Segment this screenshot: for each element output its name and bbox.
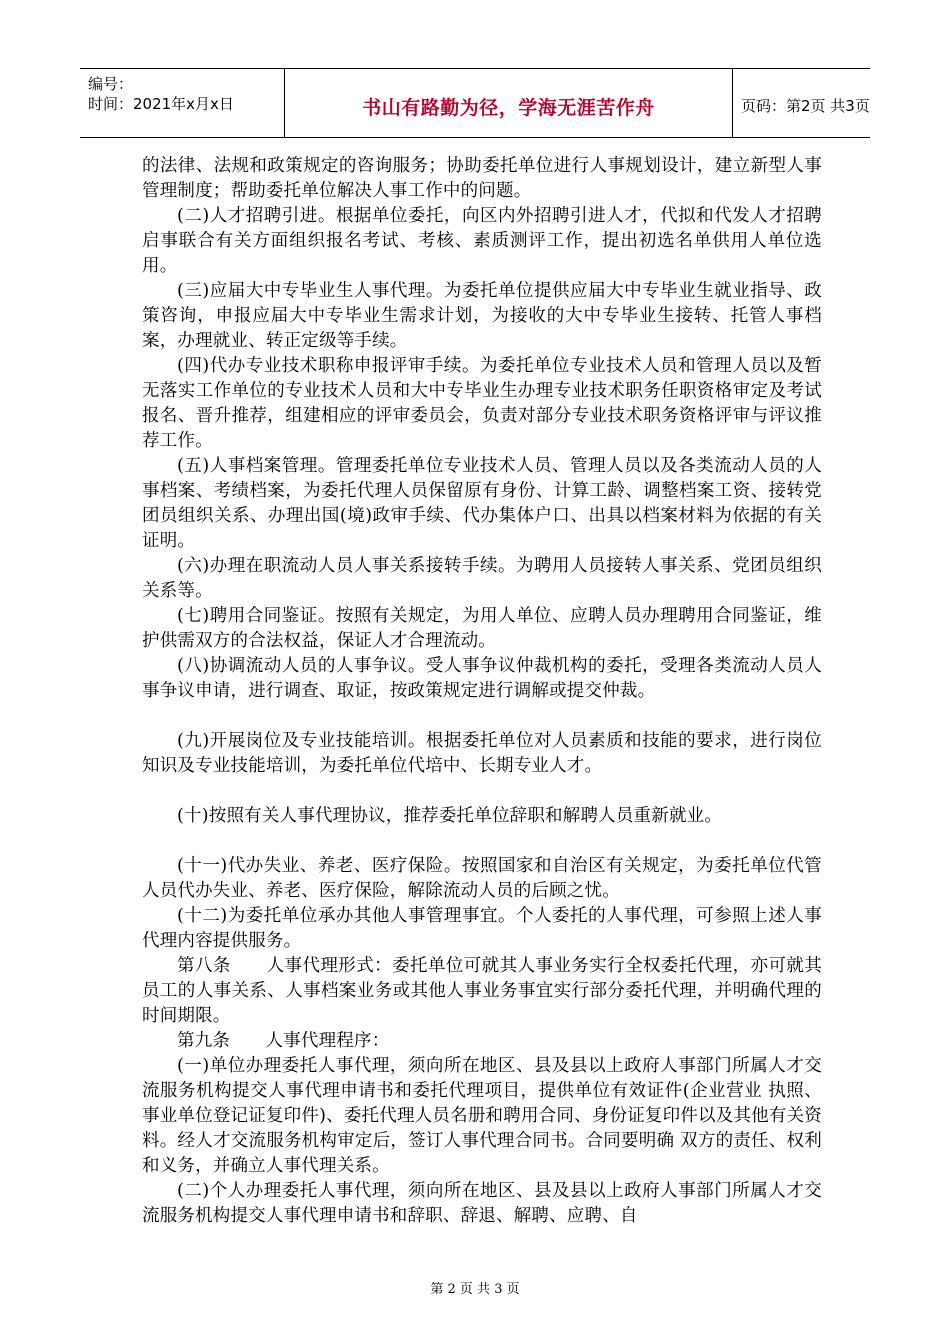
document-date-label: 时间：2021年x月x日 xyxy=(88,95,234,113)
paragraph-item-10: (十)按照有关人事代理协议，推荐委托单位辞职和解聘人员重新就业。 xyxy=(177,806,723,826)
article-9-heading: 第九条 人事代理程序： xyxy=(177,1031,390,1051)
paragraph-item-3: (三)应届大中专毕业生人事代理。为委托单位提供应届大中专毕业生就业指导、政策咨询，申报应届大中专毕业生需求计划，为接收的大中专毕业生接转、托管人事档案，办理就业、转正定级等手续。 xyxy=(142,281,822,351)
paragraph-item-9: (九)开展岗位及专业技能培训。根据委托单位对人员素质和技能的要求，进行岗位知识及专业技能培训，为委托单位代培中、长期专业人才。 xyxy=(142,731,822,776)
header-meta-cell xyxy=(80,69,285,137)
header-page-cell xyxy=(733,69,870,137)
document-body xyxy=(142,154,822,1229)
paragraph-item-2: (二)人才招聘引进。根据单位委托，向区内外招聘引进人才，代拟和代发人才招聘启事联合有关方面组织报名考试、考核、素质测评工作，提出初选名单供用人单位选用。 xyxy=(142,206,822,276)
page-header xyxy=(80,68,870,138)
paragraph-item-11: (十一)代办失业、养老、医疗保险。按照国家和自治区有关规定，为委托单位代管人员代办失业、养老、医疗保险，解除流动人员的后顾之忧。 xyxy=(142,856,822,901)
article-8: 第八条 人事代理形式：委托单位可就其人事业务实行全权委托代理，亦可就其员工的人事关系、人事档案业务或其他人事业务事宜实行部分委托代理，并明确代理的时间期限。 xyxy=(142,956,822,1026)
paragraph-item-12: (十二)为委托单位承办其他人事管理事宜。个人委托的人事代理，可参照上述人事代理内容提供服务。 xyxy=(142,906,822,951)
header-motto: 书山有路勤为径，学海无涯苦作舟 xyxy=(362,97,655,119)
header-page-number: 页码：第2页 共3页 xyxy=(741,97,870,115)
header-motto-cell xyxy=(285,69,733,137)
paragraph-item-6: (六)办理在职流动人员人事关系接转手续。为聘用人员接转人事关系、党团员组织关系等。 xyxy=(142,556,822,601)
procedure-item-1: (一)单位办理委托人事代理，须向所在地区、县及县以上政府人事部门所属人才交流服务机构提交人事代理申请书和委托代理项目，提供单位有效证件(企业营业 执照、事业单位登记证复印件)、委托代理人员名册和聘用合同、身份证复印件以及其他有关资料。经人才交流服务机构审定后，签订人事代理合同书。合同要明确 双方的责任、权利和义务，并确立人事代理关系。 xyxy=(142,1056,822,1176)
paragraph-item-5: (五)人事档案管理。管理委托单位专业技术人员、管理人员以及各类流动人员的人事档案、考绩档案，为委托代理人员保留原有身份、计算工龄、调整档案工资、接转党团员组织关系、办理出国(境)政审手续、代办集体户口、出具以档案材料为依据的有关证明。 xyxy=(142,456,822,551)
paragraph-item-7: (七)聘用合同鉴证。按照有关规定，为用人单位、应聘人员办理聘用合同鉴证，维护供需双方的合法权益，保证人才合理流动。 xyxy=(142,606,822,651)
document-number-label: 编号： xyxy=(88,75,134,93)
page-footer: 第 2 页 共 3 页 xyxy=(430,1282,520,1297)
procedure-item-2: (二)个人办理委托人事代理，须向所在地区、县及县以上政府人事部门所属人才交流服务机构提交人事代理申请书和辞职、辞退、解聘、应聘、自 xyxy=(142,1181,822,1226)
paragraph-continued: 的法律、法规和政策规定的咨询服务；协助委托单位进行人事规划设计，建立新型人事管理制度；帮助委托单位解决人事工作中的问题。 xyxy=(142,156,822,201)
paragraph-item-8: (八)协调流动人员的人事争议。受人事争议仲裁机构的委托，受理各类流动人员人事争议申请，进行调查、取证，按政策规定进行调解或提交仲裁。 xyxy=(142,656,822,701)
paragraph-item-4: (四)代办专业技术职称申报评审手续。为委托单位专业技术人员和管理人员以及暂无落实工作单位的专业技术人员和大中专毕业生办理专业技术职务任职资格审定及考试报名、晋升推荐，组建相应的评审委员会，负责对部分专业技术职务资格评审与评议推荐工作。 xyxy=(142,356,822,451)
